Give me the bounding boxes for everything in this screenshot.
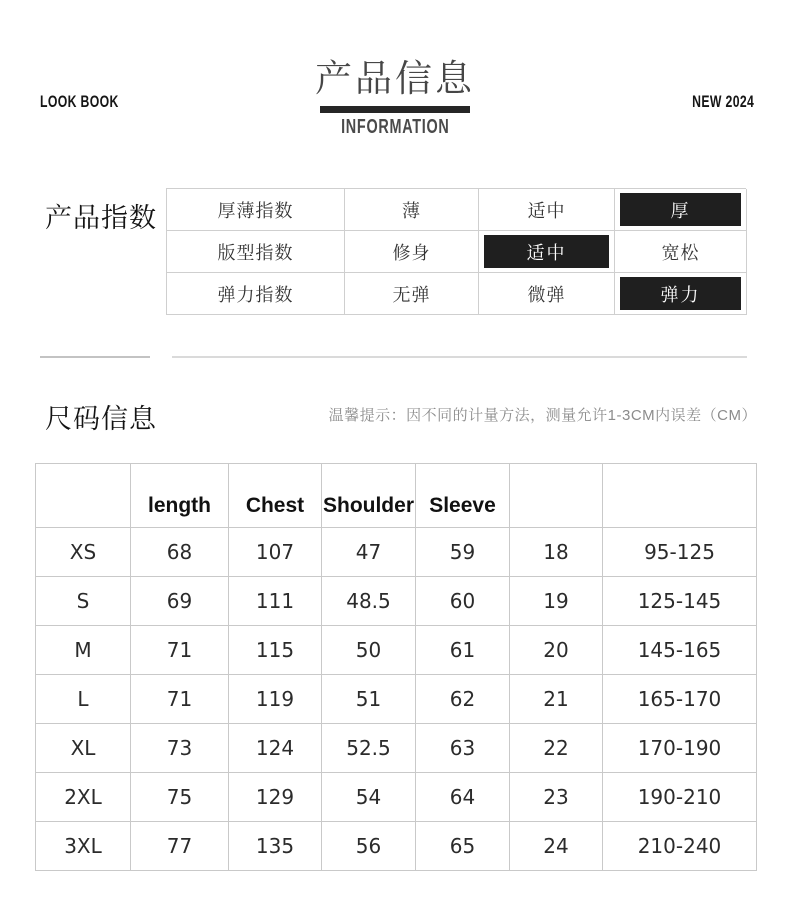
index-option: 薄 [345, 189, 479, 231]
size-chart-table [35, 463, 757, 871]
index-option: 无弹 [345, 273, 479, 315]
size-label-cell: 2XL [36, 773, 131, 822]
size-value-cell: 73 [131, 724, 229, 773]
divider-right-segment [172, 356, 747, 358]
size-label-cell: XS [36, 528, 131, 577]
column-header-length: length [131, 464, 229, 528]
size-table-header-row [36, 464, 757, 528]
size-row-2xl [36, 773, 757, 822]
size-value-cell: 75 [131, 773, 229, 822]
index-option-selected [615, 189, 747, 231]
size-value-cell: 18 [510, 528, 603, 577]
product-index-heading: 产品指数 [45, 203, 157, 233]
size-value-cell: 62 [416, 675, 510, 724]
title-block [0, 56, 790, 139]
size-info-heading: 尺码信息 [45, 404, 157, 434]
index-option: 修身 [345, 231, 479, 273]
size-label-cell: 3XL [36, 822, 131, 871]
size-value-cell: 107 [229, 528, 322, 577]
size-value-cell: 77 [131, 822, 229, 871]
size-label-cell: XL [36, 724, 131, 773]
size-value-cell: 69 [131, 577, 229, 626]
size-value-cell: 19 [510, 577, 603, 626]
size-value-cell: 56 [322, 822, 416, 871]
size-value-cell: 165-170 [603, 675, 757, 724]
divider-left-segment [40, 356, 150, 358]
selected-highlight: 适中 [484, 235, 609, 268]
size-row-3xl [36, 822, 757, 871]
size-value-cell: 64 [416, 773, 510, 822]
size-value-cell: 51 [322, 675, 416, 724]
column-header-empty [510, 464, 603, 528]
index-option: 微弹 [479, 273, 615, 315]
size-value-cell: 170-190 [603, 724, 757, 773]
size-value-cell: 210-240 [603, 822, 757, 871]
index-row-label: 弹力指数 [167, 273, 345, 315]
size-label-cell: L [36, 675, 131, 724]
index-row-label: 厚薄指数 [167, 189, 345, 231]
size-value-cell: 23 [510, 773, 603, 822]
size-value-cell: 61 [416, 626, 510, 675]
size-value-cell: 71 [131, 675, 229, 724]
size-value-cell: 71 [131, 626, 229, 675]
size-value-cell: 50 [322, 626, 416, 675]
size-tolerance-note: 温馨提示：因不同的计量方法，测量允许1-3CM内误差（CM） [328, 407, 757, 424]
page-title: 产品信息 [315, 58, 475, 99]
index-row-label: 版型指数 [167, 231, 345, 273]
size-row-m [36, 626, 757, 675]
size-value-cell: 47 [322, 528, 416, 577]
new-2024-label: NEW 2024 [691, 92, 754, 111]
size-value-cell: 48.5 [322, 577, 416, 626]
page-subtitle: INFORMATION [340, 116, 450, 139]
look-book-label: LOOK BOOK [40, 92, 119, 111]
size-row-l [36, 675, 757, 724]
size-value-cell: 111 [229, 577, 322, 626]
size-value-cell: 52.5 [322, 724, 416, 773]
size-value-cell: 129 [229, 773, 322, 822]
size-value-cell: 95-125 [603, 528, 757, 577]
column-header-empty [36, 464, 131, 528]
size-row-xl [36, 724, 757, 773]
size-value-cell: 119 [229, 675, 322, 724]
size-value-cell: 115 [229, 626, 322, 675]
size-value-cell: 68 [131, 528, 229, 577]
size-value-cell: 20 [510, 626, 603, 675]
index-option: 适中 [479, 189, 615, 231]
size-value-cell: 54 [322, 773, 416, 822]
size-row-xs [36, 528, 757, 577]
size-value-cell: 135 [229, 822, 322, 871]
size-value-cell: 190-210 [603, 773, 757, 822]
column-header-sleeve: Sleeve [416, 464, 510, 528]
size-row-s [36, 577, 757, 626]
size-value-cell: 125-145 [603, 577, 757, 626]
index-option-selected [615, 273, 747, 315]
size-value-cell: 145-165 [603, 626, 757, 675]
size-label-cell: M [36, 626, 131, 675]
column-header-shoulder: Shoulder [322, 464, 416, 528]
column-header-chest: Chest [229, 464, 322, 528]
title-underline-bar [320, 106, 470, 113]
index-option: 宽松 [615, 231, 747, 273]
size-value-cell: 22 [510, 724, 603, 773]
size-value-cell: 24 [510, 822, 603, 871]
selected-highlight: 弹力 [620, 277, 741, 310]
index-option-selected [479, 231, 615, 273]
column-header-empty [603, 464, 757, 528]
size-value-cell: 124 [229, 724, 322, 773]
size-value-cell: 65 [416, 822, 510, 871]
selected-highlight: 厚 [620, 193, 741, 226]
product-index-table [166, 188, 746, 315]
size-value-cell: 59 [416, 528, 510, 577]
size-value-cell: 60 [416, 577, 510, 626]
size-value-cell: 63 [416, 724, 510, 773]
size-value-cell: 21 [510, 675, 603, 724]
size-label-cell: S [36, 577, 131, 626]
